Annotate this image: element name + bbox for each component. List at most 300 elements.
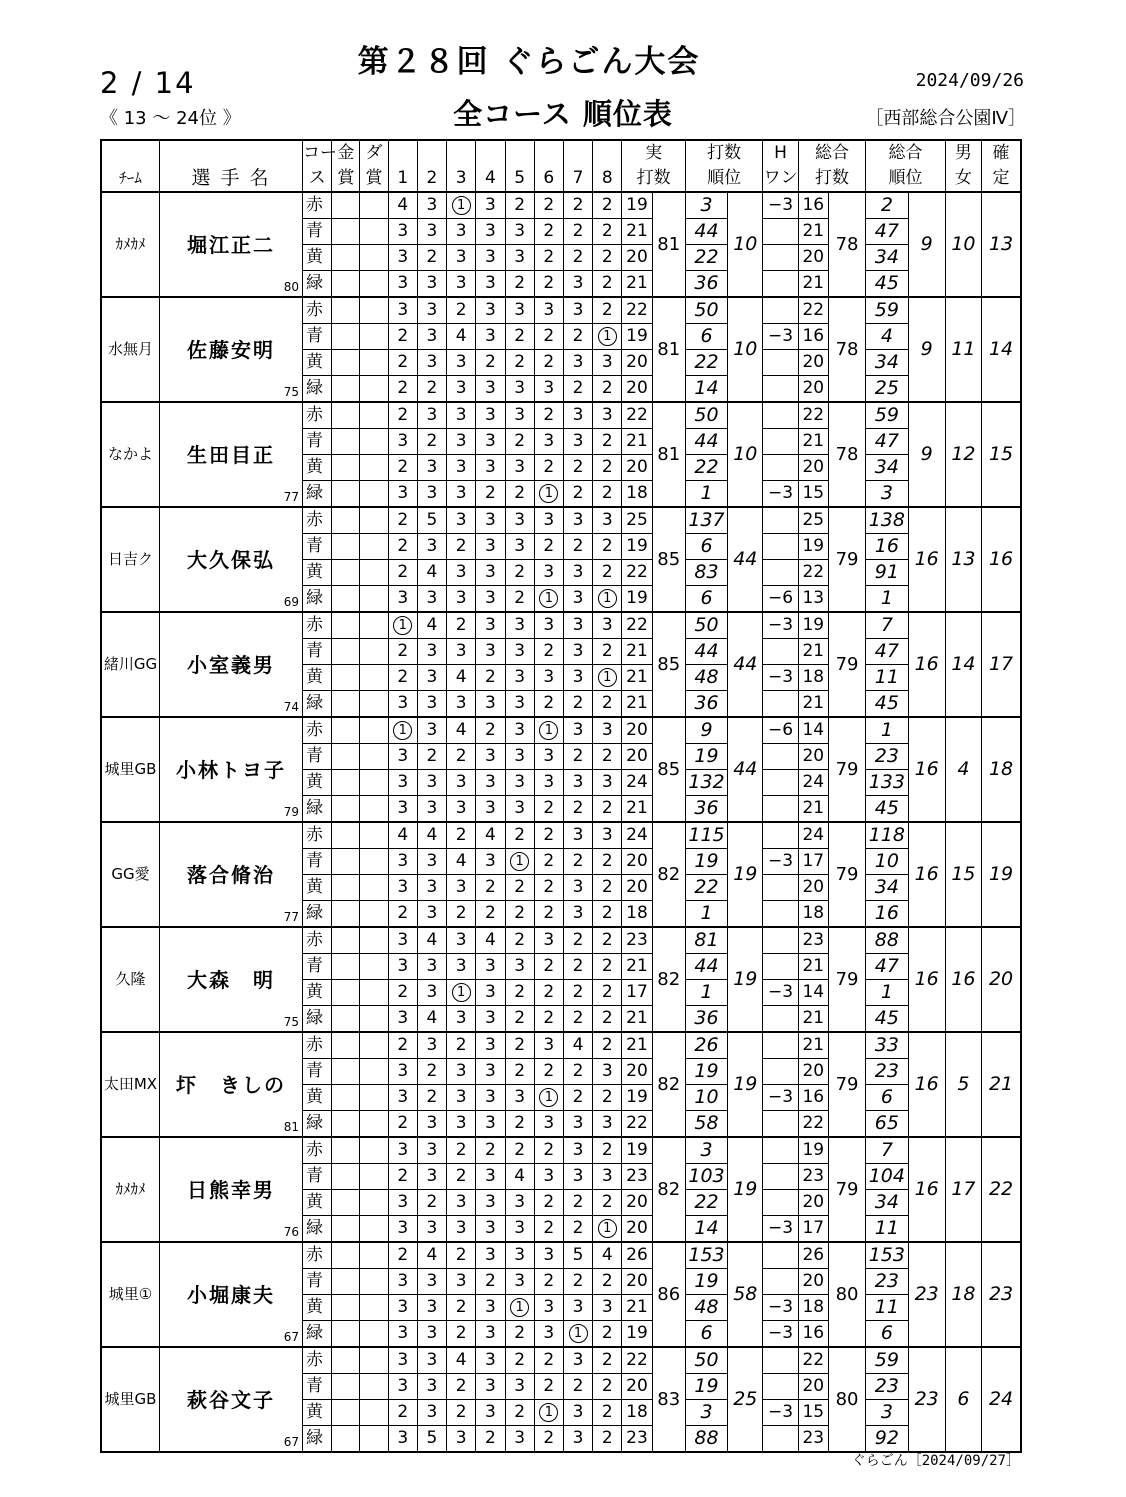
hole-score: 3 [447, 271, 476, 298]
course-total-rank: 25 [866, 376, 908, 403]
hole-score: 2 [593, 1374, 622, 1400]
hole-score: 3 [447, 1006, 476, 1033]
hole-score: 3 [388, 1137, 417, 1164]
hole-score: 2 [593, 219, 622, 245]
course-total: 16 [798, 1321, 828, 1348]
da-award [360, 639, 388, 665]
gold-award [332, 612, 360, 639]
course-strokes: 18 [622, 901, 652, 928]
course-strokes: 21 [622, 1032, 652, 1059]
total-rank: 16 [908, 612, 945, 717]
course-total: 20 [798, 245, 828, 271]
course-rank: 36 [685, 271, 727, 298]
hole-score: 2 [563, 796, 592, 823]
hole-score: 3 [563, 1111, 592, 1138]
hole-score: 3 [563, 665, 592, 691]
course-rank: 9 [685, 717, 727, 744]
course-strokes: 21 [622, 796, 652, 823]
player-name [159, 717, 302, 822]
course-name: 青 [303, 534, 332, 560]
hole-score: 3 [505, 507, 534, 534]
stroke-rank: 19 [728, 1137, 763, 1242]
total-strokes: 78 [828, 402, 865, 507]
course-name: 緑 [303, 1111, 332, 1138]
gold-award [332, 560, 360, 586]
hole-score: 3 [417, 875, 446, 901]
course-name: 黄 [303, 1400, 332, 1426]
course-strokes: 19 [622, 192, 652, 219]
total-strokes: 79 [828, 822, 865, 927]
course-name: 青 [303, 954, 332, 980]
hole-score: 3 [563, 875, 592, 901]
hole-score: 2 [593, 927, 622, 954]
hole-score: 2 [417, 1059, 446, 1085]
course-name: 黄 [303, 455, 332, 481]
course-name: 緑 [303, 271, 332, 298]
course-rank: 81 [685, 927, 727, 954]
player-name [159, 402, 302, 507]
course-total: 21 [798, 796, 828, 823]
hole-score: 3 [388, 1085, 417, 1111]
course-total: 16 [798, 1085, 828, 1111]
team-name: 日吉ク [101, 507, 159, 612]
da-award [360, 297, 388, 324]
hole-score: 3 [417, 271, 446, 298]
hole-score: 3 [476, 219, 505, 245]
hole-score: 3 [505, 1426, 534, 1453]
stroke-rank: 44 [728, 507, 763, 612]
gold-award [332, 402, 360, 429]
hole-score: 4 [476, 822, 505, 849]
hole-in-one-mark: 1 [393, 721, 412, 740]
course-total: 22 [798, 1111, 828, 1138]
gold-award [332, 1321, 360, 1348]
da-award [360, 954, 388, 980]
course-total: 15 [798, 1400, 828, 1426]
standings-table: コー 金 ダ 実 打数 H 総合 総合 男 確 ﾁｰﾑ 選 手 名 ス 賞 賞 1 2 3 4 5 6 7 8 打数 順位 ワン 打数 順位 女 定 ｶﾒｶﾒ 堀江正二 80 赤 4 3 1 3 2 2 2 2 19 81 3 10 −3 16 78 2 9 10 13 青 3 3 3 3 3 2 2 2 21 44 21 47 黄 3 2 3 3 3 2 2 2 20 22 20 34 緑 3 3 3 3 2 2 3 2 21 36 21 45 水無月 佐藤安明 75 赤 3 3 2 3 3 3 3 2 22 81 50 10 22 78 59 9 11 14 青 2 3 4 3 2 2 2 1 19 6 −3 16 4 黄 2 3 3 2 2 2 3 3 20 22 20 34 緑 2 2 3 3 3 3 2 2 20 14 20 25 なかよ 生田目正 77 赤 2 3 3 3 3 2 3 3 22 81 50 10 22 78 59 9 12 15 青 3 2 3 3 2 3 3 2 21 44 21 47 黄 2 3 3 3 3 2 2 2 20 22 20 34 緑 3 3 3 2 2 1 2 2 18 1 −3 15 3 日吉ク 大久保弘 69 赤 2 5 3 3 3 3 3 3 25 85 137 44 25 79 138 16 13 16 青 2 3 2 3 3 2 2 2 19 6 19 16 黄 2 4 3 3 2 3 3 2 22 83 22 91 緑 3 3 3 3 2 1 3 1 19 6 −6 13 1 緒川GG 小室義男 74 赤 1 4 2 3 3 3 3 3 22 85 50 44 −3 19 79 7 16 14 17 青 2 3 3 3 3 2 3 2 21 44 21 47 黄 2 3 4 2 3 3 3 1 21 48 −3 18 11 緑 3 3 3 3 3 2 2 2 21 36 21 45 城里GB 小林トヨ子 79 赤 1 3 4 2 3 1 3 3 20 85 9 44 −6 14 79 1 16 4 18 青 3 2 2 3 3 3 2 2 20 19 20 23 黄 3 3 3 3 3 3 3 3 24 132 24 133 緑 3 3 3 3 3 2 2 2 21 36 21 45 GG愛 落合脩治 77 赤 4 4 2 4 2 2 3 3 24 82 115 19 24 79 118 16 15 19 青 3 3 4 3 1 2 2 2 20 19 −3 17 10 黄 3 3 3 2 2 2 3 2 20 22 20 34 緑 2 3 2 2 2 2 3 2 18 1 18 16 久隆 大森 明 75 赤 3 4 3 4 2 3 2 2 23 82 81 19 23 79 88 16 16 20 青 3 3 3 3 3 2 2 2 21 44 21 47 黄 2 3 1 3 2 2 2 2 17 1 −3 14 1 緑 3 4 3 3 2 2 2 2 21 36 21 45 太田MX 圷 きしの 81 赤 2 3 2 3 2 3 4 2 21 82 26 19 21 79 33 16 5 21 青 3 2 3 3 2 2 2 3 20 19 20 23 黄 3 2 3 3 3 1 2 2 19 10 −3 16 6 緑 2 3 3 3 2 3 3 3 22 58 22 65 ｶﾒｶﾒ 日熊幸男 76 赤 3 3 2 2 2 2 3 2 19 82 3 19 19 79 7 16 17 22 青 2 3 2 3 4 3 3 3 23 103 23 104 黄 3 2 3 3 3 2 2 2 20 22 20 34 緑 3 3 3 3 3 2 2 1 20 14 −3 17 11 城里① 小堀康夫 67 赤 2 4 2 3 3 3 5 4 26 86 153 58 26 80 153 23 18 23 青 3 3 3 2 3 2 2 2 20 19 20 23 黄 3 3 2 3 1 3 3 3 21 48 −3 18 11 緑 3 3 2 3 2 3 1 2 19 6 −3 16 6 城里GB 萩谷文子 67 赤 3 3 4 3 2 2 3 2 22 83 50 25 22 80 59 23 6 24 青 3 3 2 3 3 2 2 2 20 19 20 23 黄 2 3 2 3 2 1 3 2 18 3 −3 15 3 緑 3 5 3 2 3 2 3 2 23 88 23 92 [100, 139, 1022, 1453]
hole-score: 2 [447, 1164, 476, 1190]
hole-score: 2 [505, 901, 534, 928]
total-rank: 16 [908, 717, 945, 822]
da-award [360, 429, 388, 455]
hole-score: 3 [447, 1190, 476, 1216]
course-name: 赤 [303, 1347, 332, 1374]
hole-score: 3 [417, 534, 446, 560]
total-rank: 16 [908, 1137, 945, 1242]
hole-score: 3 [563, 1426, 592, 1453]
hole-score: 3 [505, 717, 534, 744]
player-name-text: 日熊幸男 [186, 1177, 275, 1202]
hole-score: 3 [476, 560, 505, 586]
hole-score: 3 [447, 796, 476, 823]
course-total-rank: 34 [866, 1190, 908, 1216]
da-award [360, 350, 388, 376]
hole-score: 2 [476, 1269, 505, 1295]
gold-award [332, 639, 360, 665]
course-name: 緑 [303, 1426, 332, 1453]
da-award [360, 560, 388, 586]
hole-score [505, 1295, 534, 1321]
hole-score: 3 [388, 1347, 417, 1374]
hole-score: 3 [447, 954, 476, 980]
hole-score: 3 [417, 297, 446, 324]
course-total-rank: 34 [866, 875, 908, 901]
hole-score: 3 [534, 1111, 563, 1138]
player-name-text: 落合脩治 [186, 862, 275, 887]
footer-credit: ぐらごん［2024/09/27］ [851, 1453, 1020, 1469]
course-row [101, 612, 1021, 639]
hole-in-one-bonus [763, 350, 798, 376]
course-total-rank: 59 [866, 1347, 908, 1374]
hole-score: 3 [417, 1347, 446, 1374]
actual-strokes: 81 [652, 192, 685, 297]
hole-score: 3 [563, 770, 592, 796]
gold-award [332, 665, 360, 691]
gold-award [332, 429, 360, 455]
hole-score: 3 [417, 402, 446, 429]
da-award [360, 1006, 388, 1033]
hole-score: 2 [534, 1137, 563, 1164]
total-strokes-header: 総合 [798, 140, 866, 166]
hole-in-one-bonus [763, 455, 798, 481]
hole-in-one-bonus [763, 534, 798, 560]
player-name [159, 612, 302, 717]
course-name: 緑 [303, 586, 332, 613]
gold-award [332, 219, 360, 245]
course-total-rank: 11 [866, 1216, 908, 1243]
hole-score: 2 [563, 1190, 592, 1216]
hole-in-one-mark: 1 [598, 589, 617, 608]
hole-score: 3 [388, 1321, 417, 1348]
hole-in-one-bonus: −3 [763, 324, 798, 350]
hole-score: 3 [417, 665, 446, 691]
actual-strokes: 81 [652, 402, 685, 507]
hole-score: 2 [563, 744, 592, 770]
course-strokes: 22 [622, 402, 652, 429]
course-total-rank: 3 [866, 1400, 908, 1426]
hole-score: 3 [563, 560, 592, 586]
hole-score: 3 [505, 534, 534, 560]
hole-in-one-bonus [763, 770, 798, 796]
da-award [360, 1426, 388, 1453]
course-total: 21 [798, 1032, 828, 1059]
hole-score: 3 [417, 1164, 446, 1190]
hole-header-3: 3 [447, 166, 476, 192]
hole-score: 3 [417, 1321, 446, 1348]
stroke-rank: 44 [728, 717, 763, 822]
da-award [360, 1032, 388, 1059]
hole-score: 2 [593, 245, 622, 271]
course-total-rank: 2 [866, 192, 908, 219]
course-total-rank: 45 [866, 796, 908, 823]
hole-score: 3 [447, 481, 476, 508]
course-total-rank: 118 [866, 822, 908, 849]
course-strokes: 20 [622, 1059, 652, 1085]
stroke-rank-header: 打数 [685, 140, 763, 166]
gender-rank: 14 [945, 612, 981, 717]
da-award [360, 796, 388, 823]
hole-in-one-bonus [763, 1006, 798, 1033]
da-header: ダ [360, 140, 388, 166]
hole-score: 3 [388, 875, 417, 901]
hole-score: 2 [388, 665, 417, 691]
final-rank-header: 確 [982, 140, 1021, 166]
course-row [101, 927, 1021, 954]
da-award [360, 402, 388, 429]
hole-score: 2 [563, 1059, 592, 1085]
hole-score: 3 [593, 1059, 622, 1085]
da-award [360, 691, 388, 718]
hole-score: 3 [476, 639, 505, 665]
hole-header-6: 6 [534, 166, 563, 192]
player-age: 77 [283, 490, 300, 504]
hole-score: 2 [388, 1400, 417, 1426]
hole-score: 2 [593, 1190, 622, 1216]
course-total-rank: 59 [866, 297, 908, 324]
gold-award [332, 324, 360, 350]
course-name: 赤 [303, 1032, 332, 1059]
team-name: GG愛 [101, 822, 159, 927]
hole-score: 3 [563, 429, 592, 455]
hole-score: 3 [476, 1295, 505, 1321]
player-name [159, 507, 302, 612]
hole-score: 2 [505, 324, 534, 350]
hole-in-one-bonus [763, 1347, 798, 1374]
hole-score: 2 [593, 691, 622, 718]
team-name: 緒川GG [101, 612, 159, 717]
course-rank: 44 [685, 639, 727, 665]
course-strokes: 21 [622, 219, 652, 245]
hole-score: 3 [447, 875, 476, 901]
hole-score: 3 [593, 770, 622, 796]
total-strokes: 80 [828, 1242, 865, 1347]
total-rank-header: 総合 [866, 140, 946, 166]
course-total-rank: 23 [866, 744, 908, 770]
course-total: 22 [798, 560, 828, 586]
course-name: 青 [303, 639, 332, 665]
hole-in-one-mark: 1 [510, 852, 529, 871]
actual-strokes: 82 [652, 822, 685, 927]
course-strokes: 21 [622, 639, 652, 665]
course-rank: 50 [685, 1347, 727, 1374]
stroke-rank: 10 [728, 297, 763, 402]
course-total: 21 [798, 954, 828, 980]
course-total: 21 [798, 429, 828, 455]
gold-award [332, 691, 360, 718]
course-name: 青 [303, 744, 332, 770]
hole-score: 3 [388, 586, 417, 613]
gender-rank: 13 [945, 507, 981, 612]
stroke-rank: 25 [728, 1347, 763, 1452]
course-total: 20 [798, 875, 828, 901]
hole-score: 2 [534, 402, 563, 429]
hole-header-1: 1 [388, 166, 417, 192]
player-name [159, 1137, 302, 1242]
hole-in-one-bonus: −3 [763, 1400, 798, 1426]
hole-in-one-mark: 1 [510, 1298, 529, 1317]
hole-score: 2 [534, 219, 563, 245]
player-age: 76 [283, 1225, 300, 1239]
hole-score: 3 [388, 770, 417, 796]
hole-in-one-mark: 1 [569, 1324, 588, 1343]
hole-in-one-bonus [763, 1190, 798, 1216]
hole-score: 3 [447, 586, 476, 613]
actual-strokes: 81 [652, 297, 685, 402]
hole-score [593, 1216, 622, 1243]
hole-score: 3 [505, 376, 534, 403]
hole-score: 4 [447, 324, 476, 350]
course-row [101, 717, 1021, 744]
hole-score: 3 [476, 796, 505, 823]
hole-score: 3 [593, 402, 622, 429]
tournament-title: 第２８回 ぐらごん大会 [357, 44, 701, 80]
course-header: コー [303, 140, 332, 166]
hole-score: 3 [447, 350, 476, 376]
hole-score: 3 [476, 324, 505, 350]
hole-score: 3 [505, 1216, 534, 1243]
hole-score: 3 [563, 1400, 592, 1426]
course-total-rank: 47 [866, 639, 908, 665]
course-rank: 88 [685, 1426, 727, 1453]
course-strokes: 20 [622, 1190, 652, 1216]
team-column-header: ﾁｰﾑ [101, 166, 159, 192]
hole-score: 3 [476, 271, 505, 298]
hole-score: 3 [388, 1059, 417, 1085]
course-total-rank: 23 [866, 1374, 908, 1400]
gender-rank: 15 [945, 822, 981, 927]
course-total-rank: 92 [866, 1426, 908, 1453]
hole-in-one-bonus [763, 560, 798, 586]
course-strokes: 20 [622, 1216, 652, 1243]
hole-score: 2 [593, 455, 622, 481]
gold-award [332, 1006, 360, 1033]
course-rank: 14 [685, 1216, 727, 1243]
team-header-blank [101, 140, 159, 166]
hole-score: 2 [593, 901, 622, 928]
da-award [360, 1295, 388, 1321]
hole-score: 2 [417, 744, 446, 770]
hole-score: 3 [447, 455, 476, 481]
hole-in-one-bonus [763, 1242, 798, 1269]
da-award [360, 849, 388, 875]
actual-strokes-header: 実 [622, 140, 685, 166]
hole-score: 3 [417, 901, 446, 928]
course-row [101, 507, 1021, 534]
stroke-rank: 58 [728, 1242, 763, 1347]
course-row [101, 1137, 1021, 1164]
hole-score: 3 [505, 402, 534, 429]
hole-score: 3 [505, 1269, 534, 1295]
course-strokes: 21 [622, 271, 652, 298]
gold-header: 金 [332, 140, 360, 166]
course-total-rank: 138 [866, 507, 908, 534]
hole-score: 2 [563, 1374, 592, 1400]
hole-score: 3 [563, 297, 592, 324]
gender-rank-header: 男 [945, 140, 981, 166]
player-name-text: 萩谷文子 [186, 1387, 275, 1412]
course-strokes: 23 [622, 1164, 652, 1190]
course-rank: 1 [685, 481, 727, 508]
hole-score: 3 [388, 219, 417, 245]
hole-in-one-header: H [763, 140, 798, 166]
hole-score: 2 [593, 639, 622, 665]
gender-rank: 17 [945, 1137, 981, 1242]
hole-in-one-bonus [763, 1374, 798, 1400]
team-name: 久隆 [101, 927, 159, 1032]
course-strokes: 19 [622, 586, 652, 613]
total-rank: 16 [908, 507, 945, 612]
gold-award [332, 1295, 360, 1321]
hole-score: 2 [563, 481, 592, 508]
gold-award [332, 875, 360, 901]
da-award [360, 901, 388, 928]
course-total-rank: 1 [866, 717, 908, 744]
da-award [360, 1216, 388, 1243]
hole-score: 3 [505, 665, 534, 691]
event-date: 2024/09/26 [915, 70, 1024, 91]
gold-award [332, 376, 360, 403]
hole-score: 2 [593, 1426, 622, 1453]
hole-score: 2 [534, 1347, 563, 1374]
total-strokes: 79 [828, 1137, 865, 1242]
gold-award [332, 1347, 360, 1374]
course-name: 赤 [303, 717, 332, 744]
hole-score: 3 [417, 1269, 446, 1295]
hole-score: 3 [388, 1374, 417, 1400]
hole-in-one-bonus [763, 297, 798, 324]
hole-score: 3 [388, 954, 417, 980]
hole-score: 3 [563, 507, 592, 534]
hole-score: 3 [593, 822, 622, 849]
course-rank: 22 [685, 350, 727, 376]
hole-score: 2 [534, 1426, 563, 1453]
hole-score: 2 [534, 954, 563, 980]
hole-score: 2 [534, 534, 563, 560]
stroke-rank: 10 [728, 192, 763, 297]
hole-score: 3 [388, 796, 417, 823]
course-total: 20 [798, 455, 828, 481]
hole-score: 3 [476, 245, 505, 271]
hole-in-one-bonus [763, 507, 798, 534]
course-rank: 44 [685, 219, 727, 245]
hole-score: 3 [476, 297, 505, 324]
da-award [360, 534, 388, 560]
course-name: 緑 [303, 1216, 332, 1243]
player-age: 77 [283, 910, 300, 924]
gold-award [332, 1216, 360, 1243]
hole-score: 2 [447, 901, 476, 928]
hole-score: 3 [534, 1164, 563, 1190]
course-total: 21 [798, 1006, 828, 1033]
hole-score: 3 [563, 822, 592, 849]
hole-in-one-bonus [763, 1269, 798, 1295]
course-strokes: 20 [622, 1374, 652, 1400]
hole-in-one-mark: 1 [598, 668, 617, 687]
course-rank: 132 [685, 770, 727, 796]
hole-score: 3 [534, 1321, 563, 1348]
gender-rank: 18 [945, 1242, 981, 1347]
course-rank: 22 [685, 245, 727, 271]
hole-score: 3 [447, 507, 476, 534]
hole-score: 3 [563, 350, 592, 376]
hole-score: 2 [534, 1374, 563, 1400]
hole-score: 3 [505, 1242, 534, 1269]
hole-score [593, 324, 622, 350]
course-total: 21 [798, 271, 828, 298]
hole-score: 2 [388, 350, 417, 376]
gold-award [332, 717, 360, 744]
final-rank: 16 [982, 507, 1021, 612]
